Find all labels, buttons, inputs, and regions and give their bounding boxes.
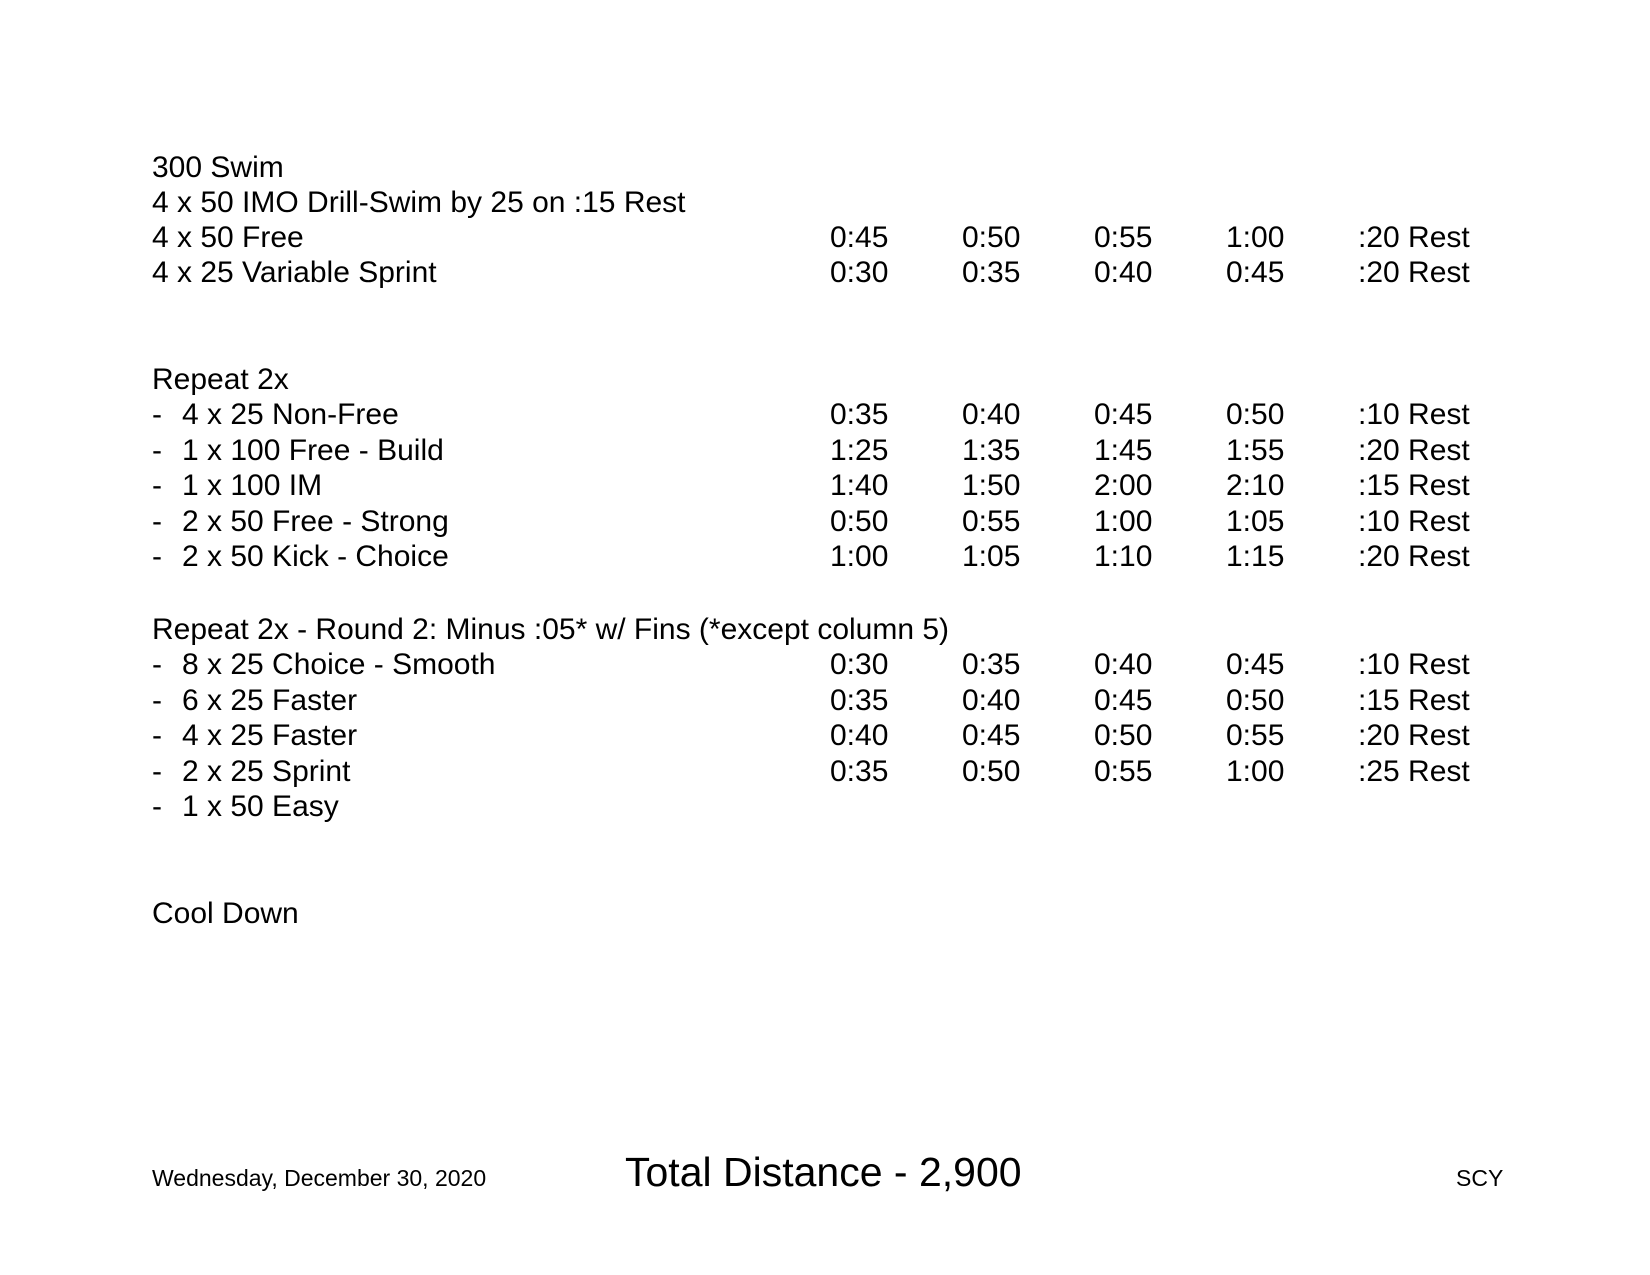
dash: - [152,505,162,538]
interval-col-3: 1:10 [1094,540,1153,573]
interval-col-2: 1:05 [962,540,1021,573]
rest-col: :20 Rest [1358,719,1470,752]
set-label: 4 x 25 Variable Sprint [152,256,437,289]
dash: - [152,719,162,752]
interval-col-1: 0:30 [830,256,889,289]
set-label: 8 x 25 Choice - Smooth [182,648,496,681]
rest-col: :10 Rest [1358,505,1470,538]
set-label: 6 x 25 Faster [182,684,358,717]
interval-col-1: 1:40 [830,469,889,502]
interval-col-1: 0:40 [830,719,889,752]
interval-col-1: 0:35 [830,755,889,788]
interval-col-4: 0:45 [1226,256,1285,289]
cooldown: Cool Down [152,897,299,930]
set-label: 2 x 25 Sprint [182,755,351,788]
interval-col-3: 0:40 [1094,256,1153,289]
set-label: 4 x 25 Non-Free [182,398,399,431]
rest-col: :20 Rest [1358,540,1470,573]
interval-col-4: 0:45 [1226,648,1285,681]
interval-col-1: 0:45 [830,221,889,254]
warmup-line-2: 4 x 50 IMO Drill-Swim by 25 on :15 Rest [152,186,686,219]
total-distance: Total Distance - 2,900 [625,1149,1022,1195]
interval-col-4: 1:15 [1226,540,1285,573]
interval-col-2: 0:40 [962,398,1021,431]
interval-col-3: 1:00 [1094,505,1153,538]
set-label: 2 x 50 Free - Strong [182,505,449,538]
interval-col-4: 2:10 [1226,469,1285,502]
interval-col-4: 1:00 [1226,221,1285,254]
set-label: 1 x 100 Free - Build [182,434,444,467]
interval-col-3: 0:45 [1094,398,1153,431]
rest-col: :20 Rest [1358,256,1470,289]
dash: - [152,684,162,717]
set-label: 4 x 25 Faster [182,719,358,752]
interval-col-1: 0:35 [830,398,889,431]
interval-col-1: 1:25 [830,434,889,467]
interval-col-4: 0:50 [1226,398,1285,431]
warmup-row [152,220,1470,256]
set-label: 1 x 50 Easy [182,790,339,823]
set-label: 2 x 50 Kick - Choice [182,540,449,573]
interval-col-4: 1:55 [1226,434,1285,467]
interval-col-2: 0:55 [962,505,1021,538]
set2-heading: Repeat 2x - Round 2: Minus :05* w/ Fins (*except column 5) [152,613,950,646]
interval-col-2: 0:45 [962,719,1021,752]
interval-col-3: 0:40 [1094,648,1153,681]
course-unit: SCY [1456,1165,1504,1191]
rest-col: :10 Rest [1358,398,1470,431]
interval-col-4: 0:55 [1226,719,1285,752]
dash: - [152,755,162,788]
rest-col: :10 Rest [1358,648,1470,681]
interval-col-1: 0:50 [830,505,889,538]
dash: - [152,469,162,502]
rest-col: :15 Rest [1358,469,1470,502]
rest-col: :15 Rest [1358,684,1470,717]
interval-col-4: 1:00 [1226,755,1285,788]
footer-date: Wednesday, December 30, 2020 [152,1165,487,1191]
interval-col-3: 0:55 [1094,221,1153,254]
interval-col-2: 1:35 [962,434,1021,467]
warmup-row [152,255,1470,291]
interval-col-1: 0:30 [830,648,889,681]
interval-col-2: 0:35 [962,648,1021,681]
interval-col-3: 2:00 [1094,469,1153,502]
warmup-line-1: 300 Swim [152,151,284,184]
dash: - [152,434,162,467]
interval-col-2: 0:50 [962,755,1021,788]
dash: - [152,398,162,431]
interval-col-3: 0:55 [1094,755,1153,788]
dash: - [152,648,162,681]
rest-col: :25 Rest [1358,755,1470,788]
set1-heading: Repeat 2x [152,363,289,396]
interval-col-3: 0:45 [1094,684,1153,717]
rest-col: :20 Rest [1358,221,1470,254]
dash: - [152,790,162,823]
set-label: 1 x 100 IM [182,469,323,502]
interval-col-1: 0:35 [830,684,889,717]
interval-col-2: 0:35 [962,256,1021,289]
interval-col-2: 0:40 [962,684,1021,717]
interval-col-2: 0:50 [962,221,1021,254]
interval-col-2: 1:50 [962,469,1021,502]
interval-col-3: 0:50 [1094,719,1153,752]
interval-col-1: 1:00 [830,540,889,573]
set-label: 4 x 50 Free [152,221,304,254]
interval-col-4: 1:05 [1226,505,1285,538]
dash: - [152,540,162,573]
interval-col-4: 0:50 [1226,684,1285,717]
rest-col: :20 Rest [1358,434,1470,467]
interval-col-3: 1:45 [1094,434,1153,467]
